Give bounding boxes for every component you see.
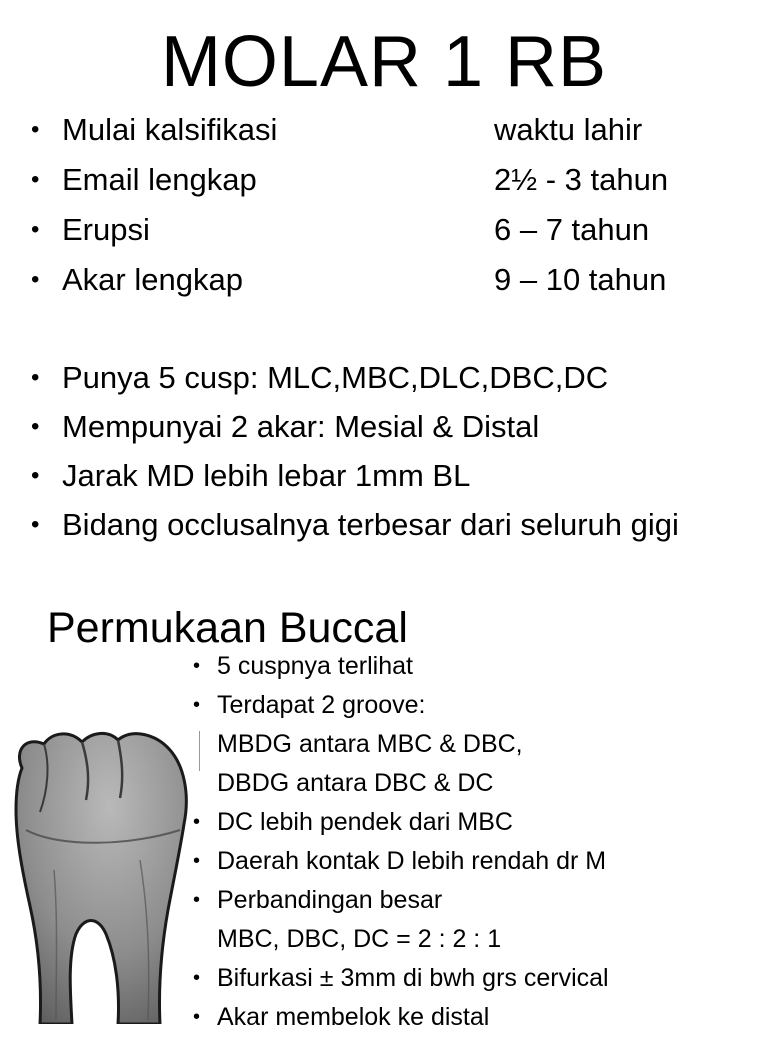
buccal-item	[0, 843, 768, 882]
buccal-item	[0, 648, 768, 687]
timeline-label: Erupsi	[62, 212, 150, 247]
buccal-text: Daerah kontak D lebih rendah dr M	[217, 847, 607, 875]
fact-item	[0, 356, 768, 405]
timeline-value: 9 – 10 tahun	[494, 262, 667, 297]
bullet-icon: •	[193, 967, 201, 989]
slide-title: MOLAR 1 RB	[160, 22, 608, 102]
timeline-label: Akar lengkap	[62, 262, 243, 297]
timeline-value: 6 – 7 tahun	[494, 212, 650, 247]
buccal-item	[0, 960, 768, 999]
buccal-item	[0, 804, 768, 843]
bullet-icon: •	[31, 166, 40, 193]
bullet-icon: •	[31, 364, 40, 391]
buccal-text: Bifurkasi ± 3mm di bwh grs cervical	[217, 964, 609, 992]
bullet-icon: •	[193, 811, 201, 833]
bullet-icon: •	[31, 266, 40, 293]
buccal-subitem	[0, 726, 768, 765]
timeline-row	[0, 258, 768, 308]
fact-item	[0, 454, 768, 503]
buccal-text: Akar membelok ke distal	[217, 1003, 490, 1031]
buccal-text: Terdapat 2 groove:	[217, 691, 426, 719]
bullet-icon: •	[31, 216, 40, 243]
timeline-value: waktu lahir	[494, 112, 643, 147]
fact-text: Mempunyai 2 akar: Mesial & Distal	[62, 409, 540, 444]
fact-text: Punya 5 cusp: MLC,MBC,DLC,DBC,DC	[62, 360, 609, 395]
fact-item	[0, 405, 768, 454]
buccal-item	[0, 999, 768, 1038]
development-timeline	[0, 108, 768, 308]
buccal-subitem	[0, 921, 768, 960]
buccal-subitem	[0, 765, 768, 804]
timeline-row	[0, 108, 768, 158]
fact-item	[0, 503, 768, 552]
buccal-text: Perbandingan besar	[217, 886, 443, 914]
fact-text: Bidang occlusalnya terbesar dari seluruh gigi	[62, 507, 679, 542]
timeline-value: 2½ - 3 tahun	[494, 162, 669, 197]
bullet-icon: •	[31, 462, 40, 489]
bullet-icon: •	[31, 511, 40, 538]
bullet-icon: •	[193, 850, 201, 872]
fact-text: Jarak MD lebih lebar 1mm BL	[62, 458, 471, 493]
timeline-row	[0, 158, 768, 208]
bullet-icon: •	[31, 413, 40, 440]
buccal-text: MBC, DBC, DC = 2 : 2 : 1	[217, 925, 502, 953]
timeline-row	[0, 208, 768, 258]
timeline-label: Email lengkap	[62, 162, 257, 197]
bullet-icon: •	[193, 694, 201, 716]
bullet-icon: •	[193, 655, 201, 677]
buccal-item	[0, 687, 768, 726]
buccal-text: MBDG antara MBC & DBC,	[217, 730, 523, 758]
bullet-icon: •	[193, 1006, 201, 1028]
buccal-text: DBDG antara DBC & DC	[217, 769, 494, 797]
facts-list	[0, 356, 768, 552]
buccal-text: DC lebih pendek dari MBC	[217, 808, 513, 836]
bullet-icon: •	[31, 116, 40, 143]
buccal-item	[0, 882, 768, 921]
buccal-list	[0, 648, 768, 1038]
bullet-icon: •	[193, 889, 201, 911]
timeline-label: Mulai kalsifikasi	[62, 112, 278, 147]
buccal-heading: Permukaan Buccal	[47, 604, 408, 652]
buccal-text: 5 cuspnya terlihat	[217, 652, 413, 680]
